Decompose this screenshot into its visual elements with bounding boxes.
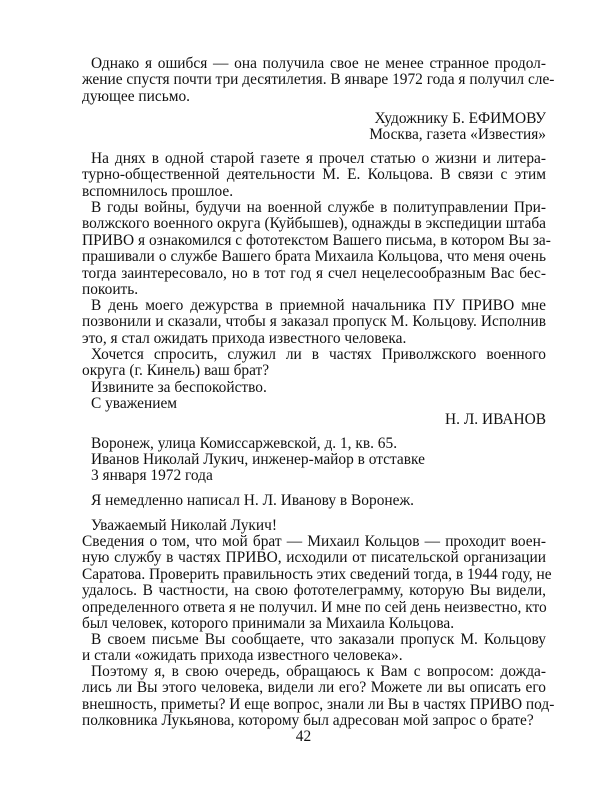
text-line: турно-общественной деятельности М. Е. Кольцова. В связи с этим — [82, 166, 546, 184]
text-line: Саратова. Проверить правильность этих сведений тогда, в 1944 году, не — [82, 565, 552, 583]
text-line: Хочется спросить, служил ли в частях Приволжского военного — [91, 346, 546, 363]
addressee-place: Москва, газета «Известия» — [369, 126, 546, 143]
letter1-paragraph-2 — [82, 199, 551, 299]
letter-date: 3 января 1972 года — [91, 467, 213, 484]
letter1-apology: Извините за беспокойство. — [91, 379, 267, 396]
letter2-greeting: Уважаемый Николай Лукич! — [91, 517, 277, 534]
text-line: ную службу в частях ПРИВО, исходили от писательской организации — [82, 549, 546, 567]
text-line: ПРИВО я ознакомился с фототекстом Вашего письма, в котором Вы за- — [82, 231, 551, 249]
page-number: 42 — [295, 728, 312, 745]
letter2-paragraph-2 — [82, 632, 546, 665]
text-line: удалось. В частности, на свою фототелеграмму, которую Вы видели, — [82, 582, 546, 600]
text-line: тогда заинтересовало, но в тот год я счел нецелесообразным Вас бес- — [82, 264, 546, 282]
text-line: внешность, приметы? И еще вопрос, знали ли Вы в частях ПРИВО под- — [82, 695, 555, 713]
return-address-line: Воронеж, улица Комиссаржевской, д. 1, кв. 65. — [91, 435, 398, 452]
text-line: прашивали о службе Вашего брата Михаила Кольцова, что меня очень — [82, 248, 546, 266]
text-line: В своем письме Вы сообщаете, что заказали пропуск М. Кольцову — [91, 631, 546, 648]
letter1-signature: Н. Л. ИВАНОВ — [445, 411, 546, 428]
text-line: Однако я ошибся — она получила свое не менее странное продол- — [91, 55, 546, 72]
text-line: В день моего дежурства в приемной начальника ПУ ПРИВО мне — [91, 297, 546, 314]
letter1-paragraph-4 — [82, 347, 546, 380]
reply-note: Я немедленно написал Н. Л. Иванову в Воронеж. — [91, 492, 414, 509]
return-address-line: Иванов Николай Лукич, инженер-майор в отставке — [91, 451, 425, 468]
letter2-paragraph-1 — [82, 533, 552, 633]
addressee-name: Художнику Б. ЕФИМОВУ — [374, 110, 546, 127]
text-line: жение спустя почти три десятилетия. В январе 1972 года я получил сле- — [82, 71, 555, 89]
intro-paragraph — [82, 55, 555, 105]
text-line: это, я стал ожидать прихода известного человека. — [82, 329, 407, 347]
text-line: волжского военного округа (Куйбышев), однажды в экспедиции штаба — [82, 215, 546, 233]
letter1-paragraph-3 — [82, 298, 546, 347]
text-line: покоить. — [82, 281, 139, 299]
text-line: Поэтому я, в свою очередь, обращаюсь к Вам с вопросом: дожда- — [91, 663, 546, 680]
text-line: полковника Лукьянова, которому был адресован мой запрос о брате? — [82, 712, 534, 730]
letter2-paragraph-3 — [82, 663, 555, 730]
letter1-paragraph-1 — [82, 151, 546, 200]
text-line: округа (г. Кинель) ваш брат? — [82, 362, 270, 380]
text-line: Сведения о том, что мой брат — Михаил Кольцов — проходит воен- — [82, 533, 546, 550]
letter1-closing: С уважением — [91, 395, 178, 412]
text-line: определенного ответа я не получил. И мне по сей день неизвестно, кто — [82, 598, 547, 616]
text-line: вспомнилось прошлое. — [82, 182, 234, 200]
text-line: позвонили и сказали, чтобы я заказал пропуск М. Кольцову. Исполнив — [82, 313, 546, 331]
text-line: дующее письмо. — [82, 87, 190, 105]
text-line: и стали «ожидать прихода известного человека». — [82, 647, 403, 665]
text-line: На днях в одной старой газете я прочел статью о жизни и литера- — [91, 150, 546, 167]
text-line: был человек, которого принимали за Михаила Кольцова. — [82, 615, 455, 633]
text-line: лись ли Вы этого человека, видели ли его? Можете ли вы описать его — [82, 679, 546, 697]
text-line: В годы войны, будучи на военной службе в политуправлении При- — [91, 199, 546, 216]
